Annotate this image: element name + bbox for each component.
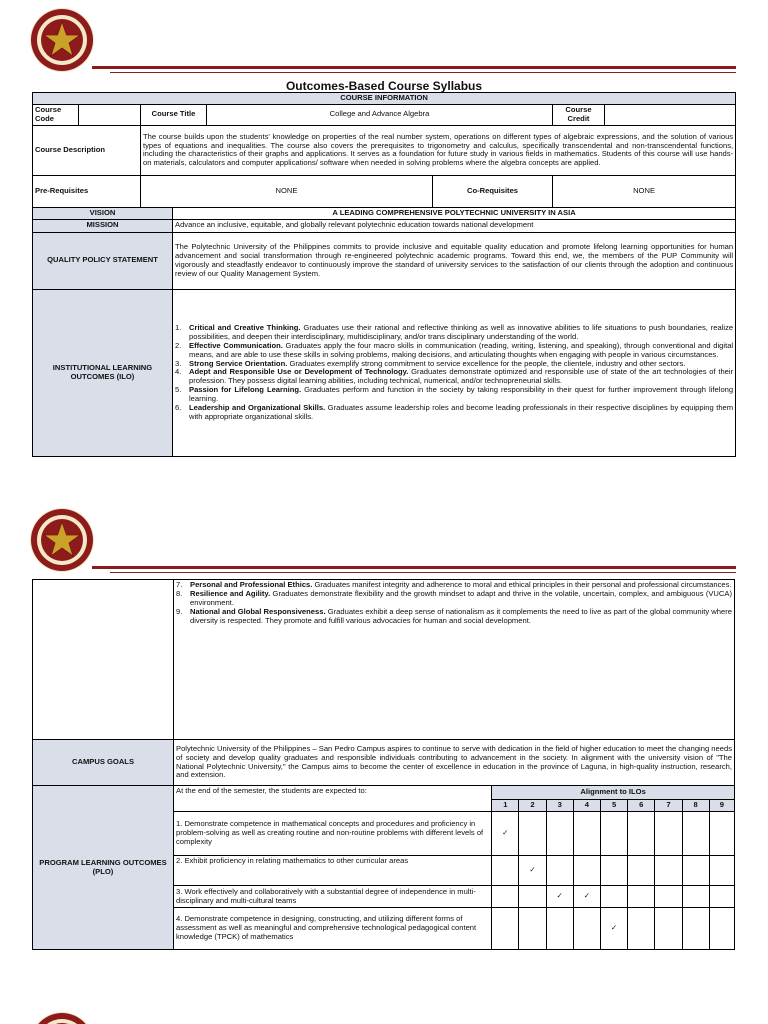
course-title-label: Course Title [141, 104, 207, 125]
ilo-alignment-cell [601, 886, 628, 908]
ilo-continued-label-cell [33, 580, 174, 740]
ilo-alignment-check-icon: ✓ [492, 812, 519, 856]
ilo-alignment-cell [546, 856, 573, 886]
ilo-alignment-cell [682, 908, 709, 950]
ilo-item: 9. National and Global Responsiveness. Graduates exhibit a deep sense of nationalism as it complements the need to live as part of the global community where diversity is respected. They promote and fulfill various advocacies for human and social development. [176, 606, 732, 625]
course-code-label: Course Code [33, 104, 79, 125]
pup-seal-logo [30, 508, 94, 572]
ilo-number: 7 [655, 800, 682, 812]
ilo-number: 2 [519, 800, 546, 812]
ilo-alignment-check-icon: ✓ [573, 886, 600, 908]
syllabus-page-3 [0, 1000, 768, 1024]
ilo-item: 1. Critical and Creative Thinking. Graduates use their rational and reflective thinking as well as innovative abilities to life situations to push boundaries, realize possibilities, and deepen their interdisciplinary, multidisciplinary, and/or trans disciplinary understanding of the world. [175, 322, 734, 341]
ilo-alignment-cell [546, 812, 573, 856]
ilo-alignment-cell [492, 908, 519, 950]
ilo-alignment-cell [519, 886, 546, 908]
course-info-table [32, 92, 736, 457]
ilo-list-cell [173, 289, 736, 456]
ilo-number: 5 [601, 800, 628, 812]
ilo-alignment-cell [655, 886, 682, 908]
ilo-alignment-cell [492, 856, 519, 886]
header-rule-thick [92, 66, 736, 69]
ilo-item: 2. Effective Communication. Graduates apply the four macro skills in communication (reading, writing, listening, and speaking), through conventional and digital means, and are able to use these skills in solving problems, making decisions, and articulating thoughts when engaging with people in various circumstances. [175, 340, 734, 359]
course-information-header: COURSE INFORMATION [33, 93, 736, 105]
ilo-alignment-cell [573, 908, 600, 950]
pup-seal-logo [30, 1012, 94, 1024]
ilo-number: 9 [709, 800, 734, 812]
plo-text: 2. Exhibit proficiency in relating mathematics to other curricular areas [174, 856, 492, 886]
ilo-alignment-cell [546, 908, 573, 950]
header-rule-thin [110, 72, 736, 73]
corequisites-label: Co-Requisites [433, 175, 553, 207]
ilo-alignment-cell [492, 886, 519, 908]
ilo-alignment-cell [682, 886, 709, 908]
ilo-alignment-cell [682, 856, 709, 886]
ilo-alignment-check-icon: ✓ [519, 856, 546, 886]
ilo-alignment-cell [519, 812, 546, 856]
header-rule-thick [92, 566, 736, 569]
corequisites-value: NONE [553, 175, 736, 207]
pup-seal-star-icon [30, 8, 94, 72]
course-credit-label: Course Credit [553, 104, 605, 125]
ilo-alignment-cell [655, 812, 682, 856]
vision-value: A LEADING COMPREHENSIVE POLYTECHNIC UNIVERSITY IN ASIA [173, 207, 736, 219]
plo-text: 4. Demonstrate competence in designing, constructing, and utilizing different forms of assessment as well as meaningful and comprehensive technological pedagogical content knowledge (TPCK) of mathematics [174, 908, 492, 950]
ilo-label: INSTITUTIONAL LEARNING OUTCOMES (ILO) [33, 289, 173, 456]
campus-goals-label: CAMPUS GOALS [33, 740, 174, 786]
syllabus-page-1 [0, 0, 768, 470]
header-rule-thin [110, 572, 736, 573]
ilo-number: 3 [546, 800, 573, 812]
ilo-alignment-cell [573, 812, 600, 856]
plo-text: 3. Work effectively and collaboratively with a substantial degree of independence in multi-disciplinary and multi-cultural teams [174, 886, 492, 908]
ilo-item: 8. Resilience and Agility. Graduates demonstrate flexibility and the growth mindset to adapt and thrive in the volatile, uncertain, complex, and ambiguous (VUCA) environment. [176, 588, 732, 607]
ilo-item: 5. Passion for Lifelong Learning. Graduates perform and function in the society by taking responsibility in their quest for further improvement through lifelong learning. [175, 385, 734, 404]
ilo-alignment-cell [601, 856, 628, 886]
course-title-value: College and Advance Algebra [207, 104, 553, 125]
prerequisites-label: Pre-Requisites [33, 175, 141, 207]
course-credit-value [605, 104, 736, 125]
ilo-alignment-cell [573, 856, 600, 886]
ilo-continued-cell [174, 580, 735, 740]
ilo-alignment-check-icon: ✓ [546, 886, 573, 908]
pup-seal-star-icon [30, 1012, 94, 1024]
course-description-text: The course builds upon the students' knowledge on properties of the real number system, operations on different types of algebraic expressions, and the solution of various types of equations and inequalities. The course also covers the prerequisites to trigonometry and calculus, specifically transcendental and non-transcendental functions, including the characteristics of their graphs and applications. It serves as a foundation for future study in various fields in mathematics. Students of this course will use hands-on materials, calculators and computer applications/ software when needed in solving problems where the algebra concepts are applied. [141, 125, 736, 175]
quality-policy-text: The Polytechnic University of the Philippines commits to provide inclusive and equitable quality education and promote lifelong learning opportunities for human advancement and social transformation through re-engineered polytechnic academic programs. Toward this end, we, the members of the PUP Community will vigorously and steadfastly endeavor to continuously improve the standard of university services to the satisfaction of our clients through the adoption and continuous review of our Quality Management System. [173, 232, 736, 289]
syllabus-page-2 [0, 500, 768, 980]
plo-intro: At the end of the semester, the students are expected to: [174, 786, 492, 812]
ilo-alignment-cell [709, 886, 734, 908]
ilo-item: 3. Strong Service Orientation. Graduates exemplify strong commitment to service excellence for the people, the clientele, industry and other sectors. [175, 358, 686, 368]
course-description-label: Course Description [33, 125, 141, 175]
prerequisites-value: NONE [141, 175, 433, 207]
ilo-number: 8 [682, 800, 709, 812]
campus-goals-text: Polytechnic University of the Philippines – San Pedro Campus aspires to continue to serve with dedication in the field of higher education to meet the changing needs of society and develop quality graduates and responsible individuals contributing to advancement in the society. In alignment with the university vision of "The National Polytechnic University," the Campus aims to become the center of excellence in education in the province of Laguna, in high-quality instruction, research, and extension. [174, 740, 735, 786]
ilo-alignment-cell [655, 856, 682, 886]
ilo-item: 4. Adept and Responsible Use or Development of Technology. Graduates demonstrate optimized and responsible use of state of the art technologies of their profession. They possess digital learning abilities, including technical, numerical, and/or technopreneurial skills. [175, 367, 734, 386]
ilo-list [175, 324, 733, 422]
ilo-alignment-cell [709, 908, 734, 950]
ilo-alignment-check-icon: ✓ [601, 908, 628, 950]
quality-policy-label: QUALITY POLICY STATEMENT [33, 232, 173, 289]
ilo-continued-table [32, 579, 735, 950]
mission-value: Advance an inclusive, equitable, and globally relevant polytechnic education towards national development [173, 219, 736, 232]
ilo-number: 4 [573, 800, 600, 812]
ilo-alignment-cell [519, 908, 546, 950]
plo-label: PROGRAM LEARNING OUTCOMES (PLO) [33, 786, 174, 950]
ilo-alignment-cell [709, 812, 734, 856]
course-code-value [79, 104, 141, 125]
ilo-alignment-cell [628, 908, 655, 950]
ilo-number: 1 [492, 800, 519, 812]
pup-seal-logo [30, 8, 94, 72]
pup-seal-star-icon [30, 508, 94, 572]
mission-label: MISSION [33, 219, 173, 232]
ilo-alignment-cell [628, 812, 655, 856]
ilo-alignment-cell [601, 812, 628, 856]
vision-label: VISION [33, 207, 173, 219]
ilo-alignment-cell [682, 812, 709, 856]
ilo-alignment-cell [628, 856, 655, 886]
ilo-number: 6 [628, 800, 655, 812]
ilo-alignment-cell [655, 908, 682, 950]
plo-text: 1. Demonstrate competence in mathematical concepts and procedures and proficiency in problem-solving as well as creating routine and non-routine problems with different levels of complexity [174, 812, 492, 856]
ilo-item: 7. Personal and Professional Ethics. Graduates manifest integrity and adherence to moral and ethical principles in their personal and professional circumstances. [176, 580, 732, 589]
document-title: Outcomes-Based Course Syllabus [285, 79, 483, 93]
ilo-alignment-cell [709, 856, 734, 886]
ilo-item: 6. Leadership and Organizational Skills. Graduates assume leadership roles and become leading professionals in their respective disciplines by equipping them with appropriate organizational skills. [175, 403, 734, 422]
ilo-list-continued [176, 581, 732, 626]
alignment-to-ilos-header: Alignment to ILOs [492, 786, 735, 800]
ilo-alignment-cell [628, 886, 655, 908]
